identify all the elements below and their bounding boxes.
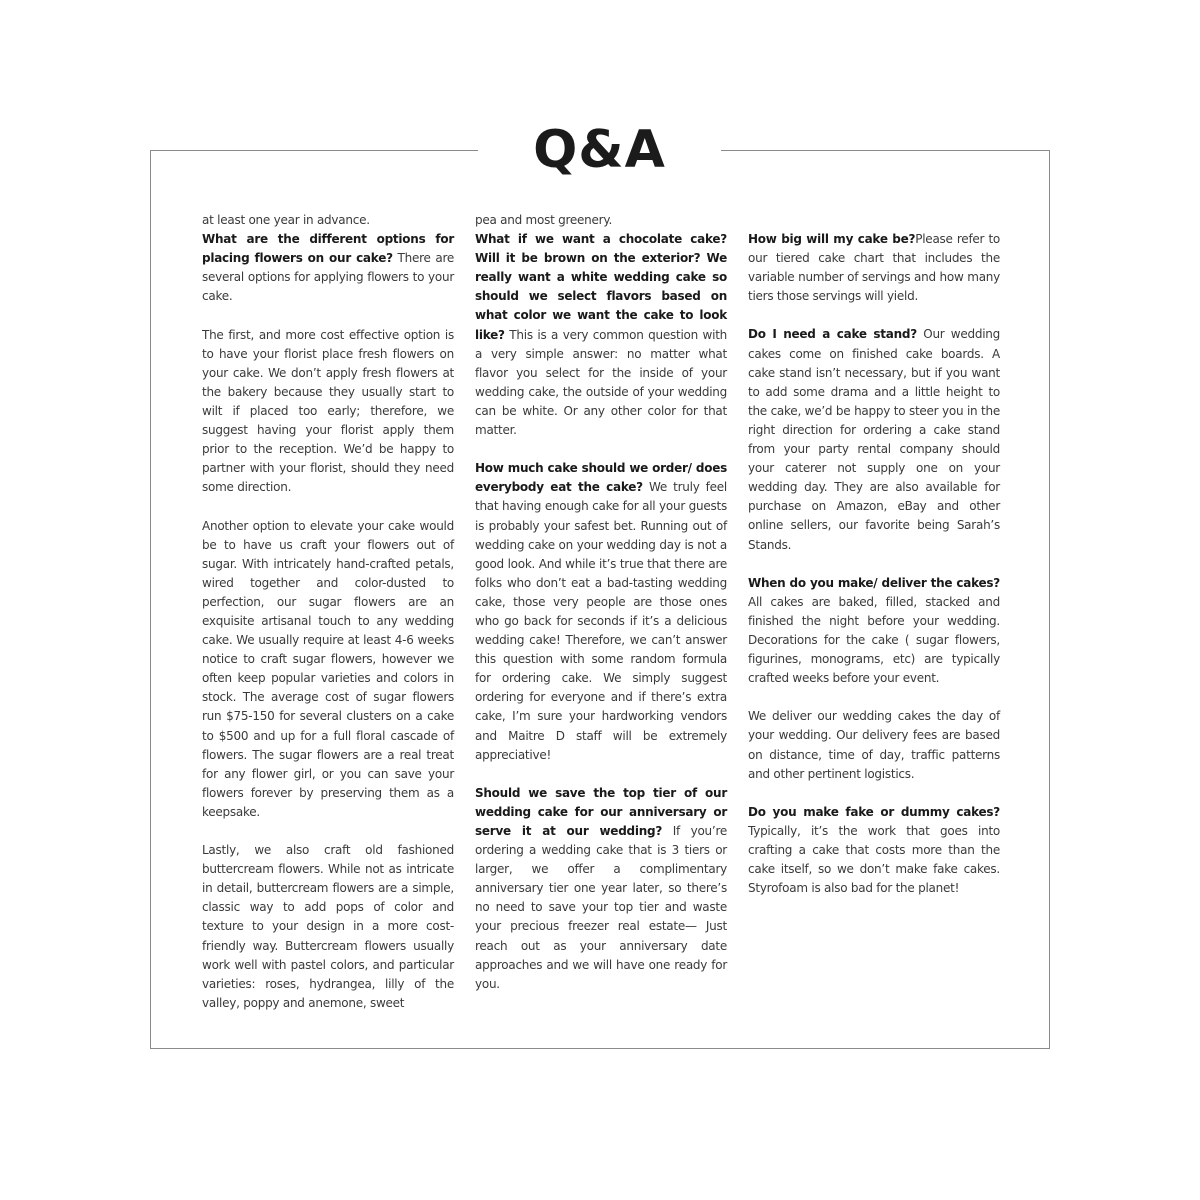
frame-top-line-right: [721, 150, 1050, 151]
question: How much cake should we order/ does everybody eat the cake?: [475, 461, 727, 495]
paragraph-fresh-flowers: The first, and more cost effective option is to have your florist place fresh flowers on your cake. We don’t apply fresh flowers at the bakery because they usually start to wilt if placed too early; therefore, we suggest having your florist apply them prior to the reception. We’d be happy to partner with your florist, should they need some direction.: [202, 327, 454, 495]
paragraph-continuation: pea and most greenery.: [475, 213, 613, 227]
column-1: [202, 211, 454, 1013]
qa-cake-stand: [748, 325, 1000, 554]
question: What are the different options for placing flowers on our cake?: [202, 232, 454, 266]
paragraph-continuation: at least one year in advance.: [202, 213, 370, 227]
question: How big will my cake be?: [748, 232, 916, 246]
answer: Our wedding cakes come on finished cake boards. A cake stand isn’t necessary, but if you want to add some drama and a little height to the cake, we’d be happy to steer you in the right direction for ordering a cake stand from your party rental company should your caterer not supply one on your wedding day. They are also available for purchase on Amazon, eBay and other online sellers, our favorite being Sarah’s Stands.: [748, 327, 1000, 552]
qa-how-much-cake: [475, 459, 727, 765]
answer: There are several options for applying flowers to your cake.: [202, 251, 454, 304]
qa-top-tier: [475, 784, 727, 994]
question: Do I need a cake stand?: [748, 327, 917, 342]
column-3: [748, 230, 1000, 917]
question: What if we want a chocolate cake? Will it be brown on the exterior? We really want a white wedding cake so should we select flavors based on what color we want the cake to look like?: [475, 232, 727, 342]
answer: If you’re ordering a wedding cake that is 3 tiers or larger, we offer a complimentary anniversary tier one year later, so there’s no need to save your top tier and waste your precious freezer real estate— Just reach out as your anniversary date approaches and we will have one ready for you.: [475, 824, 728, 991]
paragraph-delivery: We deliver our wedding cakes the day of your wedding. Our delivery fees are based on distance, time of day, traffic patterns and other pertinent logistics.: [748, 709, 1000, 781]
qa-cake-size: [748, 230, 1000, 306]
answer: We truly feel that having enough cake for all your guests is probably your safest bet. Running out of wedding cake on your wedding day is not a good look. And while it’s true that there are folks who don’t eat a bad-tasting wedding cake, those very people are those ones who go back for seconds if it’s a delicious wedding cake! Therefore, we can’t answer this question with some random formula for ordering cake. We simply suggest ordering for everyone and if there’s extra cake, I’m sure your hardworking vendors and Maitre D staff will be extremely appreciative!: [475, 480, 728, 762]
qa-flower-options: [202, 230, 454, 306]
column-2: [475, 211, 727, 1013]
paragraph-buttercream-flowers: Lastly, we also craft old fashioned buttercream flowers. While not as intricate in detail, buttercream flowers are a simple, classic way to add pops of color and texture to your design in a more cost-friendly way. Buttercream flowers usually work well with pastel colors, and particular varieties: roses, hydrangea, lilly of the valley, poppy and anemone, sweet: [202, 843, 454, 1010]
qa-fake-cakes: [748, 803, 1000, 898]
question: Should we save the top tier of our wedding cake for our anniversary or serve it at our wedding?: [475, 785, 727, 838]
qa-chocolate-cake: [475, 230, 727, 440]
paragraph-sugar-flowers: Another option to elevate your cake would be to have us craft your flowers out of sugar. With intricately hand-crafted petals, wired together and color-dusted to perfection, our sugar flowers are an exquisite artisanal touch to any wedding cake. We usually require at least 4-6 weeks notice to craft sugar flowers, however we often keep popular varieties and colors in stock. The average cost of sugar flowers run $75-150 for several clusters on a cake to $500 and up for a full floral cascade of flowers. The sugar flowers are a real treat for any flower girl, or you can save your flowers forever by preserving them as a keepsake.: [202, 518, 454, 819]
question: Do you make fake or dummy cakes?: [748, 804, 1000, 819]
answer: Typically, it’s the work that goes into crafting a cake that costs more than the cake itself, so we don’t make fake cakes. Styrofoam is also bad for the planet!: [748, 823, 1000, 896]
frame-top-line-left: [150, 150, 478, 151]
page-title: Q&A: [533, 120, 666, 180]
question: When do you make/ deliver the cakes?: [748, 575, 1000, 590]
qa-make-deliver: [748, 574, 1000, 689]
answer: All cakes are baked, filled, stacked and finished the night before your wedding. Decorations for the cake ( sugar flowers, figurines, monograms, etc) are typically crafted weeks before your event.: [748, 594, 1000, 686]
answer: This is a very common question with a very simple answer: no matter what flavor you select for the inside of your wedding cake, the outside of your wedding can be white. Or any other color for that matter.: [475, 327, 727, 438]
answer: Please refer to our tiered cake chart that includes the variable number of servings and how many tiers those servings will yield.: [748, 232, 1000, 304]
